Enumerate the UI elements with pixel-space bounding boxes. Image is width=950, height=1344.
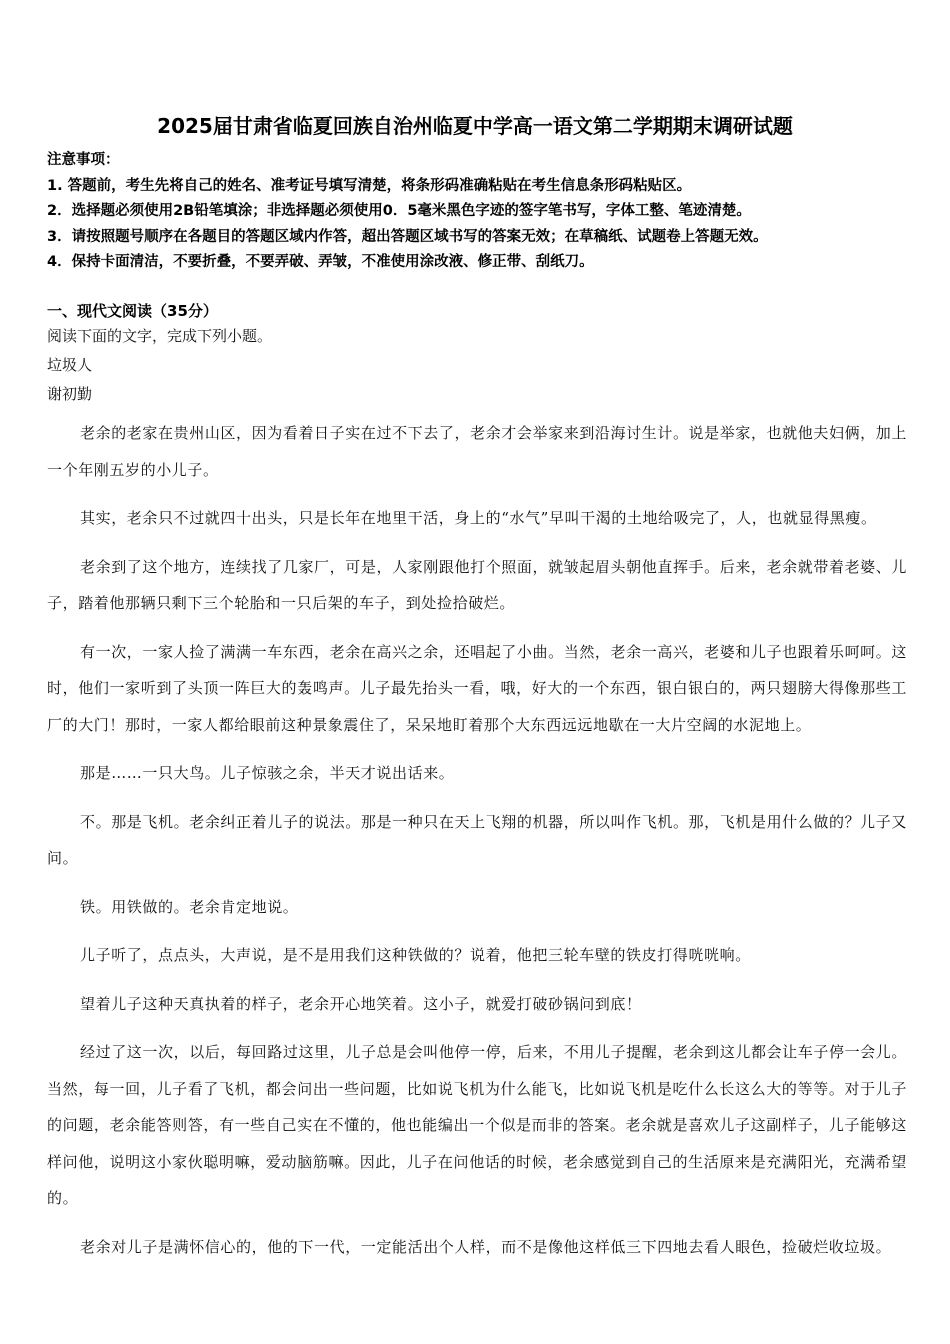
notice-item: 4．保持卡面清洁，不要折叠，不要弄破、弄皱，不准使用涂改液、修正带、刮纸刀。 — [47, 254, 594, 270]
passage-paragraph: 那是……一只大鸟。儿子惊骇之余，半天才说出话来。 — [80, 764, 455, 782]
passage-paragraph: 经过了这一次，以后，每回路过这里，儿子总是会叫他停一停，后来，不用儿子提醒，老余到这儿都会让车子停一会儿。当然，每一回，儿子看了飞机，都会问出一些问题，比如说飞机为什么能飞，比如说飞机是吃什么长这么大的等等。对于儿子的问题，老余能答则答，有一些自己实在不懂的，他也能编出一个似是而非的答案。老余就是喜欢儿子这副样子，儿子能够这样问他，说明这小家伙聪明嘛，爱动脑筋嘛。因此，儿子在问他话的时候，老余感觉到自己的生活原来是充满阳光，充满希望的。 — [47, 1043, 907, 1207]
reading-instruction: 阅读下面的文字，完成下列小题。 — [47, 327, 273, 345]
passage-paragraph: 老余到了这个地方，连续找了几家厂，可是，人家刚跟他打个照面，就皱起眉头朝他直挥手。后来，老余就带着老婆、儿子，踏着他那辆只剩下三个轮胎和一只后架的车子，到处捡拾破烂。 — [47, 557, 907, 612]
story-author: 谢初勤 — [47, 385, 93, 403]
notice-block — [47, 148, 907, 276]
passage-paragraph: 不。那是飞机。老余纠正着儿子的说法。那是一种只在天上飞翔的机器，所以叫作飞机。那，飞机是用什么做的？儿子又问。 — [47, 812, 907, 867]
passage-paragraph: 望着儿子这种天真执着的样子，老余开心地笑着。这小子，就爱打破砂锅问到底！ — [80, 994, 642, 1013]
reading-passage — [47, 324, 907, 1277]
notice-item: 3．请按照题号顺序在各题目的答题区域内作答，超出答题区域书写的答案无效；在草稿纸、试题卷上答题无效。 — [47, 228, 768, 245]
exam-title: 2025届甘肃省临夏回族自治州临夏中学高一语文第二学期期末调研试题 — [157, 114, 793, 138]
notice-item: 1. 答题前，考生先将自己的姓名、准考证号填写清楚，将条形码准确粘贴在考生信息条形码粘贴区。 — [47, 177, 692, 194]
passage-paragraph: 铁。用铁做的。老余肯定地说。 — [80, 897, 299, 916]
notice-item: 2．选择题必须使用2B铅笔填涂；非选择题必须使用0．5毫米黑色字迹的签字笔书写，字体工整、笔迹清楚。 — [47, 203, 751, 219]
passage-paragraph: 老余的老家在贵州山区，因为看着日子实在过不下去了，老余才会举家来到沿海讨生计。说是举家，也就他夫妇俩，加上一个年刚五岁的小儿子。 — [47, 424, 907, 479]
notice-heading: 注意事项： — [47, 152, 120, 168]
passage-paragraph: 儿子听了，点点头，大声说，是不是用我们这种铁做的？说着，他把三轮车壁的铁皮打得咣咣响。 — [80, 946, 751, 964]
passage-paragraph: 其实，老余只不过就四十出头，只是长年在地里干活，身上的“水气”早叫干渴的土地给吸完了，人，也就显得黑瘦。 — [80, 509, 877, 527]
story-title: 垃圾人 — [47, 356, 93, 374]
passage-paragraph: 老余对儿子是满怀信心的，他的下一代，一定能活出个人样，而不是像他这样低三下四地去看人眼色，捡破烂收垃圾。 — [80, 1237, 892, 1256]
section-heading: 一、现代文阅读（35分） — [47, 302, 218, 320]
passage-paragraph: 有一次，一家人捡了满满一车东西，老余在高兴之余，还唱起了小曲。当然，老余一高兴，老婆和儿子也跟着乐呵呵。这时，他们一家听到了头顶一阵巨大的轰鸣声。儿子最先抬头一看，哦，好大的一个东西，银白银白的，两只翅膀大得像那些工厂的大门！那时，一家人都给眼前这种景象震住了，呆呆地盯着那个大东西远远地歇在一大片空阔的水泥地上。 — [47, 642, 907, 734]
